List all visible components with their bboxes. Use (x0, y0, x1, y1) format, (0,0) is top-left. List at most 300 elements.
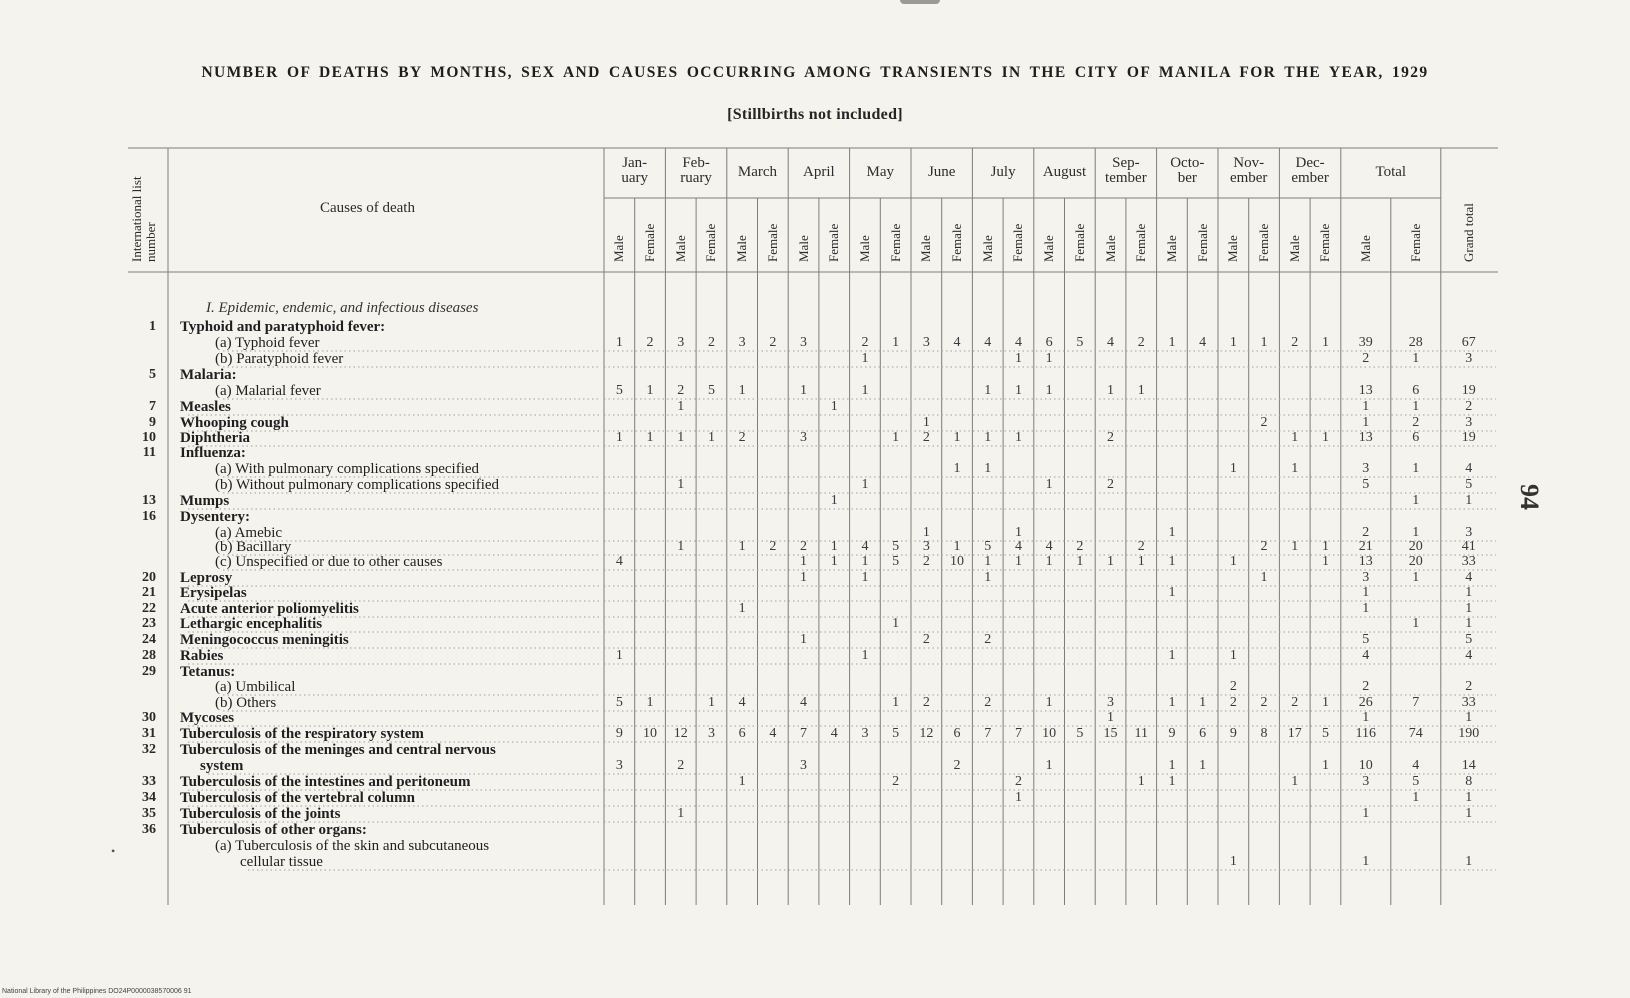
month-header: June (927, 164, 956, 180)
data-cell: 5 (892, 539, 900, 554)
total-cell: 4 (1362, 648, 1370, 663)
cause-label: (b) Others (215, 695, 277, 711)
data-cell: 1 (1137, 554, 1145, 569)
data-cell: 1 (1229, 335, 1237, 350)
data-cell: 10 (643, 726, 658, 741)
data-cell: 2 (892, 774, 900, 789)
data-cell: 9 (1229, 726, 1237, 741)
cause-label: Erysipelas (180, 585, 247, 601)
list-number: 30 (142, 710, 156, 725)
data-cell: 1 (892, 616, 900, 631)
grand-total-cell: 1 (1465, 601, 1473, 616)
data-cell: 1 (1168, 695, 1176, 710)
data-cell: 4 (1107, 335, 1115, 350)
data-cell: 2 (922, 695, 930, 710)
data-cell: 1 (861, 570, 869, 585)
cause-label: Measles (180, 399, 231, 415)
data-cell: 2 (800, 539, 808, 554)
data-cell: 1 (1045, 695, 1053, 710)
male-subheader: Male (795, 235, 811, 262)
data-cell: 1 (1168, 585, 1176, 600)
list-number: 28 (142, 648, 156, 663)
grand-total-cell: 3 (1465, 351, 1473, 366)
total-cell: 28 (1408, 335, 1423, 350)
list-number: 5 (149, 367, 156, 382)
data-cell: 2 (1137, 539, 1145, 554)
data-cell: 1 (1014, 351, 1022, 366)
total-cell: 1 (1362, 710, 1370, 725)
cause-label: cellular tissue (240, 854, 323, 870)
data-cell: 2 (677, 758, 685, 773)
month-header: Jan- uary (621, 155, 649, 186)
month-header: July (990, 164, 1016, 180)
total-cell: 21 (1358, 539, 1373, 554)
data-cell: 1 (1014, 525, 1022, 540)
total-cell: 2 (1362, 351, 1370, 366)
data-cell: 1 (738, 774, 746, 789)
total-cell: 1 (1362, 415, 1370, 430)
data-cell: 2 (1260, 539, 1268, 554)
data-cell: 3 (800, 430, 808, 445)
data-cell: 1 (953, 430, 961, 445)
data-cell: 6 (953, 726, 961, 741)
data-cell: 5 (984, 539, 992, 554)
page-title: NUMBER OF DEATHS BY MONTHS, SEX AND CAUSES OCCURRING AMONG TRANSIENTS IN THE CITY OF MANILA FOR THE YEAR, 1929 (201, 64, 1429, 81)
data-cell: 1 (1014, 554, 1022, 569)
data-cell: 1 (646, 430, 654, 445)
data-cell: 1 (953, 461, 961, 476)
list-number: 13 (142, 493, 156, 508)
total-cell: 1 (1412, 461, 1420, 476)
cause-label: (a) Umbilical (215, 679, 296, 695)
cause-label: Influenza: (180, 445, 246, 461)
scan-footer: National Library of the Philippines DO24P0000038570006 91 (2, 988, 192, 995)
cause-label: Lethargic encephalitis (180, 616, 323, 632)
male-subheader: Male (734, 235, 750, 262)
data-cell: 2 (1260, 415, 1268, 430)
data-cell: 1 (861, 648, 869, 663)
data-cell: 3 (707, 726, 715, 741)
data-cell: 3 (738, 335, 746, 350)
list-number: 35 (142, 806, 156, 821)
data-cell: 1 (984, 570, 992, 585)
data-cell: 1 (861, 383, 869, 398)
data-cell: 1 (677, 477, 685, 492)
data-cell: 4 (615, 554, 623, 569)
data-cell: 2 (1137, 335, 1145, 350)
data-cell: 1 (738, 601, 746, 616)
female-subheader: Female (1256, 223, 1272, 262)
cause-label: (a) With pulmonary complications specified (215, 461, 480, 477)
total-cell: 1 (1362, 854, 1370, 869)
list-number: 22 (142, 601, 156, 616)
data-cell: 1 (1321, 430, 1329, 445)
data-cell: 7 (984, 726, 992, 741)
data-cell: 2 (861, 335, 869, 350)
data-cell: 7 (1014, 726, 1022, 741)
data-cell: 1 (1260, 335, 1268, 350)
female-subheader: Female (703, 223, 719, 262)
data-cell: 1 (1321, 539, 1329, 554)
data-cell: 1 (1229, 461, 1237, 476)
male-subheader: Male (1357, 235, 1373, 262)
data-cell: 15 (1103, 726, 1118, 741)
female-subheader: Female (764, 223, 780, 262)
total-cell: 1 (1412, 525, 1420, 540)
data-cell: 2 (1229, 679, 1237, 694)
data-cell: 1 (1045, 758, 1053, 773)
cause-label: Meningococcus meningitis (180, 632, 349, 648)
cause-label: (a) Amebic (215, 525, 283, 541)
list-number: 29 (142, 664, 156, 679)
total-cell: 116 (1355, 726, 1377, 741)
data-cell: 1 (830, 493, 838, 508)
data-cell: 7 (800, 726, 808, 741)
list-number: 32 (142, 742, 156, 757)
data-cell: 1 (677, 806, 685, 821)
data-cell: 1 (615, 430, 623, 445)
data-cell: 1 (830, 554, 838, 569)
data-cell: 11 (1134, 726, 1148, 741)
total-cell: 13 (1358, 430, 1373, 445)
total-cell: 5 (1412, 774, 1420, 789)
data-cell: 4 (984, 335, 992, 350)
male-subheader: Male (1041, 235, 1057, 262)
data-cell: 1 (1321, 695, 1329, 710)
data-cell: 1 (1291, 539, 1299, 554)
data-cell: 4 (953, 335, 961, 350)
data-cell: 1 (1168, 335, 1176, 350)
data-cell: 1 (1291, 430, 1299, 445)
cause-label: system (200, 758, 244, 774)
data-cell: 1 (1168, 648, 1176, 663)
total-cell: 1 (1412, 493, 1420, 508)
data-cell: 17 (1287, 726, 1302, 741)
cause-label: (a) Malarial fever (215, 383, 321, 399)
grand-total-cell: 19 (1461, 430, 1476, 445)
section-title: I. Epidemic, endemic, and infectious diseases (206, 300, 479, 316)
data-cell: 9 (1168, 726, 1176, 741)
data-cell: 1 (1291, 461, 1299, 476)
total-cell: 20 (1408, 554, 1423, 569)
data-cell: 1 (1014, 790, 1022, 805)
data-cell: 1 (1168, 758, 1176, 773)
grand-total-cell: 33 (1461, 554, 1476, 569)
grand-total-cell: 4 (1465, 570, 1473, 585)
cause-label: Mumps (180, 493, 230, 509)
grand-total-cell: 1 (1465, 493, 1473, 508)
data-cell: 1 (922, 415, 930, 430)
data-cell: 4 (738, 695, 746, 710)
total-cell: 1 (1412, 616, 1420, 631)
data-cell: 1 (677, 399, 685, 414)
grand-total-cell: 14 (1461, 758, 1476, 773)
grand-total-cell: 1 (1465, 585, 1473, 600)
grand-total-cell: 2 (1465, 399, 1473, 414)
grand-total-cell: 67 (1461, 335, 1476, 350)
data-cell: 1 (677, 539, 685, 554)
data-cell: 1 (984, 461, 992, 476)
cause-label: Tuberculosis of the vertebral column (180, 790, 415, 806)
grand-total-cell: 8 (1465, 774, 1473, 789)
grand-total-cell: 2 (1465, 679, 1473, 694)
data-cell: 2 (984, 632, 992, 647)
data-cell: 1 (1168, 554, 1176, 569)
data-cell: 4 (1045, 539, 1053, 554)
total-cell: 1 (1412, 399, 1420, 414)
data-cell: 2 (1291, 695, 1299, 710)
data-cell: 6 (1045, 335, 1053, 350)
data-cell: 1 (1014, 383, 1022, 398)
data-cell: 1 (1321, 758, 1329, 773)
grand-total-cell: 190 (1458, 726, 1480, 741)
list-number: 33 (142, 774, 156, 789)
data-cell: 1 (1168, 525, 1176, 540)
data-cell: 2 (1014, 774, 1022, 789)
data-cell: 1 (707, 430, 715, 445)
data-cell: 2 (707, 335, 715, 350)
female-subheader: Female (949, 223, 965, 262)
data-cell: 3 (677, 335, 685, 350)
data-cell: 12 (673, 726, 688, 741)
month-header: Feb- ruary (680, 155, 712, 186)
list-number: 20 (142, 570, 156, 585)
data-cell: 1 (984, 383, 992, 398)
total-cell: 74 (1408, 726, 1423, 741)
data-cell: 1 (1321, 554, 1329, 569)
data-cell: 10 (1042, 726, 1057, 741)
data-cell: 1 (922, 525, 930, 540)
data-cell: 4 (769, 726, 777, 741)
data-cell: 2 (677, 383, 685, 398)
grand-total-cell: 1 (1465, 790, 1473, 805)
month-header: Sep- tember (1105, 155, 1147, 186)
cause-label: Rabies (180, 648, 224, 664)
data-cell: 5 (707, 383, 715, 398)
list-number: 16 (142, 509, 156, 524)
list-number: 23 (142, 616, 156, 631)
total-cell: 2 (1362, 525, 1370, 540)
total-cell: 4 (1412, 758, 1420, 773)
data-cell: 2 (922, 554, 930, 569)
data-cell: 1 (615, 335, 623, 350)
month-header: Octo- ber (1170, 155, 1205, 186)
grand-total-cell: 1 (1465, 710, 1473, 725)
cause-label: Tuberculosis of the joints (180, 806, 341, 822)
data-cell: 1 (1014, 430, 1022, 445)
female-subheader: Female (826, 223, 842, 262)
cause-label: Tuberculosis of other organs: (180, 822, 367, 838)
data-cell: 1 (646, 695, 654, 710)
data-cell: 2 (769, 539, 777, 554)
list-number: 11 (142, 445, 156, 460)
data-cell: 1 (861, 554, 869, 569)
cause-label: Mycoses (180, 710, 235, 726)
data-cell: 3 (861, 726, 869, 741)
data-cell: 2 (1107, 477, 1115, 492)
data-cell: 1 (1199, 758, 1207, 773)
total-cell: 1 (1362, 585, 1370, 600)
data-cell: 5 (1076, 726, 1084, 741)
data-cell: 1 (738, 539, 746, 554)
grand-total-cell: 33 (1461, 695, 1476, 710)
data-cell: 2 (1076, 539, 1084, 554)
data-cell: 5 (1076, 335, 1084, 350)
data-cell: 5 (615, 695, 623, 710)
data-cell: 1 (984, 554, 992, 569)
data-cell: 5 (1321, 726, 1329, 741)
data-cell: 2 (984, 695, 992, 710)
data-cell: 1 (1045, 477, 1053, 492)
data-cell: 1 (738, 383, 746, 398)
grand-total-cell: 3 (1465, 415, 1473, 430)
data-cell: 1 (1107, 710, 1115, 725)
male-subheader: Male (1102, 235, 1118, 262)
grand-total-cell: 19 (1461, 383, 1476, 398)
cause-label: Whooping cough (180, 415, 289, 431)
data-cell: 2 (1260, 695, 1268, 710)
cause-label: (c) Unspecified or due to other causes (215, 554, 443, 570)
cause-label: Acute anterior poliomyelitis (180, 601, 359, 617)
list-number: 1 (149, 319, 156, 334)
female-subheader: Female (1071, 223, 1087, 262)
list-number: 9 (149, 415, 156, 430)
male-subheader: Male (1163, 235, 1179, 262)
cause-label: Malaria: (180, 367, 237, 383)
data-cell: 5 (615, 383, 623, 398)
data-cell: 4 (1014, 539, 1022, 554)
cause-label: (b) Paratyphoid fever (215, 351, 344, 367)
data-cell: 1 (1045, 383, 1053, 398)
total-cell: 2 (1362, 679, 1370, 694)
female-subheader: Female (1317, 223, 1333, 262)
cause-label: Tetanus: (180, 664, 236, 680)
data-cell: 1 (830, 539, 838, 554)
data-cell: 10 (950, 554, 965, 569)
data-cell: 1 (615, 648, 623, 663)
data-cell: 1 (984, 430, 992, 445)
data-cell: 1 (1107, 554, 1115, 569)
data-cell: 2 (738, 430, 746, 445)
data-cell: 1 (830, 399, 838, 414)
total-cell: 20 (1408, 539, 1423, 554)
female-subheader: Female (887, 223, 903, 262)
grand-total-cell: 41 (1461, 539, 1476, 554)
data-cell: 1 (1107, 383, 1115, 398)
cause-label: Typhoid and paratyphoid fever: (180, 319, 386, 335)
total-cell: 39 (1358, 335, 1373, 350)
total-cell: 1 (1412, 351, 1420, 366)
total-cell: 1 (1362, 806, 1370, 821)
intl-list-number-header: International list number (129, 176, 158, 262)
total-cell: 3 (1362, 570, 1370, 585)
total-cell: 1 (1362, 399, 1370, 414)
total-cell: 10 (1358, 758, 1373, 773)
list-number: 24 (142, 632, 156, 647)
data-cell: 8 (1260, 726, 1268, 741)
cause-label: Tuberculosis of the respiratory system (180, 726, 424, 742)
list-number: 21 (142, 585, 156, 600)
data-cell: 2 (1107, 430, 1115, 445)
list-number: 34 (142, 790, 156, 805)
total-cell: 26 (1358, 695, 1373, 710)
data-cell: 2 (646, 335, 654, 350)
data-cell: 2 (1291, 335, 1299, 350)
data-cell: 1 (1291, 774, 1299, 789)
data-cell: 1 (800, 383, 808, 398)
data-cell: 1 (953, 539, 961, 554)
month-header: April (803, 164, 835, 180)
grand-total-header: Grand total (1460, 203, 1476, 262)
total-cell: 5 (1362, 632, 1370, 647)
data-cell: 1 (1229, 554, 1237, 569)
cause-label: Leprosy (180, 570, 233, 586)
data-cell: 1 (1229, 648, 1237, 663)
cause-label: (a) Typhoid fever (215, 335, 320, 351)
month-header: Dec- ember (1291, 155, 1329, 186)
grand-total-cell: 1 (1465, 806, 1473, 821)
female-subheader: Female (1133, 223, 1149, 262)
total-cell: 7 (1412, 695, 1420, 710)
data-cell: 2 (953, 758, 961, 773)
list-number: 31 (142, 726, 156, 741)
data-cell: 1 (1045, 554, 1053, 569)
data-cell: 1 (1260, 570, 1268, 585)
data-cell: 1 (1045, 351, 1053, 366)
male-subheader: Male (1225, 235, 1241, 262)
female-subheader: Female (1010, 223, 1026, 262)
female-subheader: Female (1194, 223, 1210, 262)
total-cell: 3 (1362, 774, 1370, 789)
data-cell: 1 (892, 695, 900, 710)
data-cell: 2 (769, 335, 777, 350)
data-cell: 1 (861, 351, 869, 366)
grand-total-cell: 4 (1465, 648, 1473, 663)
data-cell: 1 (1229, 854, 1237, 869)
total-cell: 6 (1412, 383, 1420, 398)
data-cell: 3 (800, 335, 808, 350)
cause-label: Tuberculosis of the meninges and central nervous (180, 742, 496, 758)
data-cell: 1 (707, 695, 715, 710)
data-cell: 6 (738, 726, 746, 741)
data-cell: 9 (615, 726, 623, 741)
cause-label: Diphtheria (180, 430, 251, 446)
data-cell: 1 (800, 554, 808, 569)
cause-label: (b) Without pulmonary complications specified (215, 477, 500, 493)
data-cell: 3 (800, 758, 808, 773)
data-cell: 3 (922, 335, 930, 350)
total-cell: 13 (1358, 383, 1373, 398)
month-header: Nov- ember (1229, 155, 1268, 186)
total-cell: 1 (1412, 570, 1420, 585)
list-number: 7 (149, 399, 156, 414)
data-cell: 2 (922, 632, 930, 647)
total-cell: 2 (1412, 415, 1420, 430)
total-cell: 1 (1412, 790, 1420, 805)
male-subheader: Male (672, 235, 688, 262)
data-cell: 1 (800, 632, 808, 647)
male-subheader: Male (1286, 235, 1302, 262)
grand-total-cell: 4 (1465, 461, 1473, 476)
total-cell: 13 (1358, 554, 1373, 569)
data-cell: 4 (1199, 335, 1207, 350)
list-number: 10 (142, 430, 156, 445)
list-number: 36 (142, 822, 156, 837)
cause-label: (b) Bacillary (215, 539, 292, 555)
month-header: March (737, 164, 778, 180)
data-cell: 3 (1107, 695, 1115, 710)
male-subheader: Male (918, 235, 934, 262)
